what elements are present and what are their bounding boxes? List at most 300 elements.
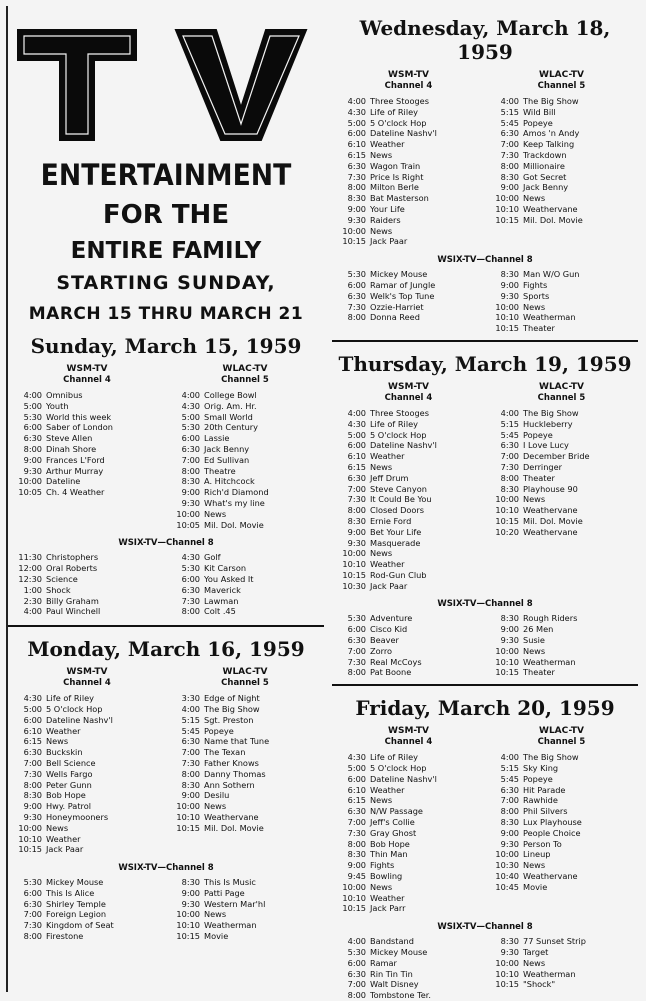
program-title: Bowling	[370, 871, 403, 882]
program-title: News	[204, 909, 227, 920]
program-time: 5:00	[23, 400, 42, 411]
program-title: Bet Your Life	[370, 526, 422, 537]
program-time: 5:00	[347, 117, 366, 128]
program-title: People Choice	[523, 827, 581, 838]
wednesday-channels	[332, 70, 638, 247]
program-time: 6:00	[347, 624, 366, 635]
program-row	[332, 269, 485, 280]
program-time: 10:10	[342, 559, 366, 570]
program-row	[8, 455, 166, 466]
program-row	[485, 849, 638, 860]
program-time: 9:00	[347, 203, 366, 214]
program-time: 5:15	[500, 763, 519, 774]
program-row	[332, 118, 485, 129]
program-row	[8, 693, 166, 704]
program-list	[485, 752, 638, 892]
program-row	[8, 476, 166, 487]
thursday-channels	[332, 382, 638, 592]
program-time: 4:00	[23, 390, 42, 400]
program-row	[332, 839, 485, 850]
tv-logo-graphic	[16, 28, 316, 148]
program-row	[332, 527, 485, 538]
program-time: 8:00	[347, 505, 366, 516]
program-row	[8, 596, 166, 607]
program-title: This Is Music	[204, 877, 256, 888]
program-row	[485, 419, 638, 430]
channel-number: Channel 4	[384, 81, 433, 91]
program-time: 9:00	[500, 279, 519, 290]
program-title: Patti Page	[204, 887, 245, 898]
program-title: News	[370, 149, 393, 160]
program-time: 5:45	[500, 429, 519, 440]
program-title: Arthur Murray	[46, 465, 104, 476]
program-row	[332, 96, 485, 107]
program-title: Danny Thomas	[204, 768, 266, 779]
program-time: 7:00	[23, 757, 42, 768]
program-time: 4:00	[23, 606, 42, 617]
station-name: WLAC-TV	[539, 381, 584, 392]
channel-number: Channel 4	[384, 737, 433, 748]
program-time: 10:00	[176, 508, 200, 519]
program-row	[485, 291, 638, 302]
program-row	[8, 585, 166, 596]
thursday-wsix-head: WSIX-TV—Channel 8	[437, 599, 533, 610]
station-name: WSM-TV	[388, 381, 429, 392]
program-title: Bob Hope	[370, 838, 410, 849]
program-time: 10:10	[495, 312, 519, 323]
program-time: 10:00	[495, 494, 519, 505]
program-title: Lineup	[523, 849, 551, 860]
program-time: 7:00	[347, 979, 366, 990]
program-row	[332, 473, 485, 484]
program-time: 8:30	[23, 790, 42, 801]
program-title: This Is Alice	[46, 887, 95, 898]
program-row	[166, 476, 324, 487]
program-row	[332, 291, 485, 302]
program-title: Mickey Mouse	[370, 947, 428, 958]
program-time: 6:30	[23, 898, 42, 909]
program-row	[332, 440, 485, 451]
program-row	[166, 888, 324, 899]
program-title: Sports	[523, 290, 550, 301]
program-title: The Big Show	[523, 407, 579, 418]
program-title: Got Secret	[523, 171, 567, 182]
program-title: Wells Fargo	[46, 768, 93, 779]
program-row	[332, 806, 485, 817]
program-row	[485, 494, 638, 505]
program-title: Father Knows	[204, 757, 259, 768]
program-title: Jack Parr	[370, 903, 406, 914]
program-title: You Asked It	[204, 573, 254, 584]
program-time: 8:30	[500, 269, 519, 280]
channel-number: Channel 5	[537, 81, 586, 91]
program-time: 7:30	[347, 301, 366, 312]
program-time: 6:30	[23, 433, 42, 444]
promo-line-dates: MARCH 15 THRU MARCH 21	[28, 304, 304, 324]
program-time: 5:45	[181, 725, 200, 736]
program-time: 9:30	[181, 497, 200, 508]
program-time: 8:00	[347, 667, 366, 678]
program-time: 5:15	[181, 714, 200, 725]
program-list	[166, 693, 324, 833]
program-time: 9:00	[347, 860, 366, 871]
program-time: 8:30	[500, 171, 519, 182]
program-list	[166, 877, 324, 942]
program-title: Lux Playhouse	[523, 817, 582, 828]
program-title: Western Mar'hl	[204, 898, 266, 909]
program-row	[8, 899, 166, 910]
program-title: Dateline Nashv'l	[46, 714, 113, 725]
program-time: 5:15	[500, 106, 519, 117]
program-title: Cisco Kid	[370, 624, 408, 635]
program-row	[166, 444, 324, 455]
program-row	[166, 596, 324, 607]
program-row	[166, 412, 324, 423]
program-title: Kit Carson	[204, 563, 247, 574]
program-time: 10:30	[342, 580, 366, 591]
program-title: Three Stooges	[370, 407, 429, 418]
program-title: Ch. 4 Weather	[46, 487, 105, 498]
program-title: News	[523, 193, 546, 204]
program-time: 9:30	[23, 465, 42, 476]
program-row	[332, 635, 485, 646]
program-time: 10:15	[495, 667, 519, 678]
program-time: 6:00	[347, 773, 366, 784]
program-row	[332, 849, 485, 860]
program-time: 6:00	[347, 279, 366, 290]
program-title: Amos 'n Andy	[523, 128, 580, 139]
program-title: News	[204, 801, 227, 812]
program-title: Rawhide	[523, 795, 558, 806]
program-row	[332, 969, 485, 980]
program-time: 10:00	[342, 881, 366, 892]
program-title: Mil. Dol. Movie	[204, 822, 264, 833]
program-time: 5:30	[23, 877, 42, 888]
program-title: Tombstone Ter.	[370, 990, 431, 1001]
program-row	[485, 979, 638, 990]
program-title: Oral Roberts	[46, 563, 98, 574]
program-time: 9:00	[181, 887, 200, 898]
program-title: News	[523, 645, 546, 656]
program-time: 6:30	[23, 747, 42, 758]
program-row	[332, 774, 485, 785]
program-time: 6:15	[347, 795, 366, 806]
program-title: Honeymooners	[46, 811, 109, 822]
program-time: 10:00	[495, 301, 519, 312]
program-title: A. Hitchcock	[204, 476, 255, 487]
program-title: Kingdom of Seat	[46, 920, 114, 931]
program-title: Orig. Am. Hr.	[204, 400, 257, 411]
program-time: 6:30	[347, 290, 366, 301]
program-time: 8:00	[23, 779, 42, 790]
program-list	[166, 390, 324, 530]
program-time: 4:30	[347, 418, 366, 429]
program-row	[166, 736, 324, 747]
program-time: 10:00	[495, 849, 519, 860]
program-time: 10:00	[342, 548, 366, 559]
left-column	[8, 8, 324, 942]
program-time: 5:15	[500, 418, 519, 429]
program-time: 6:00	[23, 422, 42, 433]
program-list	[8, 693, 166, 855]
program-row	[485, 269, 638, 280]
program-row	[166, 920, 324, 931]
program-time: 6:30	[347, 635, 366, 646]
program-title: Weather	[370, 892, 405, 903]
program-row	[8, 769, 166, 780]
program-title: College Bowl	[204, 390, 257, 400]
program-time: 6:00	[23, 887, 42, 898]
program-row	[332, 215, 485, 226]
program-time: 10:15	[495, 515, 519, 526]
program-title: N/W Passage	[370, 806, 423, 817]
thursday-wsm	[332, 382, 485, 592]
program-time: 8:00	[347, 182, 366, 193]
program-row	[8, 422, 166, 433]
thursday-wlac-head	[485, 382, 638, 404]
program-time: 9:00	[181, 487, 200, 498]
program-title: The Big Show	[204, 703, 260, 714]
program-title: Weather	[46, 833, 81, 844]
thursday-wsix	[332, 613, 638, 678]
program-row	[332, 226, 485, 237]
program-time: 3:30	[181, 693, 200, 704]
program-time: 7:00	[181, 747, 200, 758]
program-time: 8:00	[181, 768, 200, 779]
program-title: Ozzie-Harriet	[370, 301, 424, 312]
program-time: 5:00	[23, 703, 42, 714]
program-title: Jack Paar	[370, 236, 408, 247]
program-time: 6:30	[347, 472, 366, 483]
program-title: Jeff's Collie	[370, 817, 415, 828]
program-row	[332, 559, 485, 570]
program-row	[332, 182, 485, 193]
program-title: Dateline Nashv'l	[370, 440, 437, 451]
program-time: 6:00	[347, 128, 366, 139]
program-list	[332, 613, 485, 678]
thursday-wsm-head	[332, 382, 485, 404]
program-row	[332, 871, 485, 882]
program-time: 9:30	[500, 635, 519, 646]
program-title: News	[523, 957, 546, 968]
program-row	[485, 774, 638, 785]
program-title: Weatherman	[204, 920, 257, 931]
program-time: 6:30	[181, 443, 200, 454]
program-time: 11:30	[18, 552, 42, 563]
program-title: Weather	[370, 139, 405, 150]
program-row	[8, 487, 166, 498]
program-title: World this week	[46, 411, 112, 422]
program-time: 9:30	[500, 947, 519, 958]
program-time: 8:00	[23, 443, 42, 454]
program-row	[332, 990, 485, 1001]
program-title: Rough Riders	[523, 613, 578, 624]
program-row	[332, 570, 485, 581]
program-time: 8:00	[347, 312, 366, 323]
program-title: Life of Riley	[370, 752, 418, 763]
program-time: 8:00	[500, 472, 519, 483]
program-row	[166, 726, 324, 737]
program-time: 8:30	[500, 936, 519, 947]
program-row	[485, 484, 638, 495]
program-time: 10:10	[18, 833, 42, 844]
program-time: 9:00	[347, 526, 366, 537]
program-row	[332, 817, 485, 828]
program-time: 10:10	[176, 920, 200, 931]
program-time: 8:00	[347, 990, 366, 1001]
wednesday-wsm-head	[332, 70, 485, 92]
program-time: 8:00	[181, 606, 200, 617]
program-time: 7:00	[181, 454, 200, 465]
program-title: Your Life	[370, 203, 405, 214]
program-time: 9:00	[500, 182, 519, 193]
program-time: 10:00	[18, 476, 42, 487]
divider	[8, 625, 324, 627]
program-row	[485, 161, 638, 172]
program-title: Peter Gunn	[46, 779, 92, 790]
program-row	[485, 302, 638, 313]
program-title: Target	[523, 947, 549, 958]
program-row	[8, 834, 166, 845]
program-time: 8:00	[181, 465, 200, 476]
program-row	[485, 193, 638, 204]
program-time: 5:30	[347, 269, 366, 280]
program-row	[332, 462, 485, 473]
program-row	[8, 736, 166, 747]
program-row	[8, 909, 166, 920]
station-name: WLAC-TV	[539, 70, 584, 80]
friday-wsix	[332, 936, 638, 1001]
program-title: Rich'd Diamond	[204, 487, 269, 498]
program-row	[8, 726, 166, 737]
program-title: Milton Berle	[370, 182, 419, 193]
program-title: Weatherman	[523, 312, 576, 323]
promo-line-entertainment: ENTERTAINMENT	[40, 158, 292, 192]
program-time: 8:30	[500, 817, 519, 828]
program-title: Rod-Gun Club	[370, 569, 427, 580]
program-time: 8:00	[347, 838, 366, 849]
program-title: The Big Show	[523, 96, 579, 106]
program-title: Theater	[523, 667, 555, 678]
program-row	[166, 758, 324, 769]
program-list	[332, 752, 485, 914]
wednesday-title: Wednesday, March 18, 1959	[359, 16, 611, 64]
program-time: 7:30	[23, 920, 42, 931]
program-time: 7:30	[181, 595, 200, 606]
program-title: Mickey Mouse	[46, 877, 104, 888]
program-title: News	[204, 508, 227, 519]
channel-number: Channel 5	[537, 392, 586, 403]
program-row	[166, 487, 324, 498]
program-time: 6:15	[347, 461, 366, 472]
monday-channels	[8, 667, 324, 855]
program-row	[332, 646, 485, 657]
program-title: News	[370, 225, 393, 236]
program-time: 10:15	[495, 979, 519, 990]
program-time: 7:00	[347, 645, 366, 656]
program-row	[485, 763, 638, 774]
program-row	[166, 455, 324, 466]
program-title: December Bride	[523, 451, 590, 462]
program-time: 4:00	[181, 703, 200, 714]
program-list	[485, 269, 638, 334]
program-row	[485, 408, 638, 419]
program-time: 9:30	[347, 214, 366, 225]
program-time: 6:30	[500, 784, 519, 795]
program-title: Paul Winchell	[46, 606, 101, 617]
program-time: 5:30	[23, 411, 42, 422]
program-title: Omnibus	[46, 390, 83, 400]
program-title: Bob Hope	[46, 790, 86, 801]
program-row	[332, 204, 485, 215]
program-time: 6:00	[181, 573, 200, 584]
program-row	[166, 769, 324, 780]
program-title: Mickey Mouse	[370, 269, 428, 280]
program-title: News	[370, 548, 393, 559]
program-title: Theatre	[204, 465, 236, 476]
program-title: Ramar	[370, 957, 397, 968]
program-title: Popeye	[523, 117, 553, 128]
program-row	[332, 451, 485, 462]
program-row	[8, 780, 166, 791]
program-row	[485, 936, 638, 947]
program-title: Jack Benny	[523, 182, 569, 193]
program-title: Popeye	[204, 725, 234, 736]
program-time: 6:30	[347, 160, 366, 171]
program-title: News	[370, 881, 393, 892]
friday-wsm-head	[332, 726, 485, 748]
program-row	[166, 801, 324, 812]
program-row	[485, 430, 638, 441]
program-title: Youth	[46, 400, 69, 411]
program-row	[166, 931, 324, 942]
station-name: WSM-TV	[66, 364, 108, 374]
program-title: Person To	[523, 838, 562, 849]
program-time: 9:30	[181, 898, 200, 909]
program-time: 5:45	[500, 773, 519, 784]
program-row	[8, 801, 166, 812]
program-title: Sgt. Preston	[204, 714, 254, 725]
program-time: 6:10	[347, 451, 366, 462]
program-title: 26 Men	[523, 624, 554, 635]
sunday-wsm	[8, 364, 166, 530]
program-time: 9:30	[347, 537, 366, 548]
program-title: Ed Sullivan	[204, 454, 250, 465]
program-time: 6:30	[181, 736, 200, 747]
program-title: Steve Allen	[46, 433, 93, 444]
program-time: 6:00	[181, 433, 200, 444]
program-title: 20th Century	[204, 422, 258, 433]
program-title: Dateline Nashv'l	[370, 773, 437, 784]
program-row	[8, 574, 166, 585]
program-title: Playhouse 90	[523, 483, 578, 494]
program-time: 10:00	[176, 909, 200, 920]
program-time: 10:15	[495, 214, 519, 225]
program-title: Phil Silvers	[523, 806, 568, 817]
sunday-wsm-head	[8, 364, 166, 386]
program-title: News	[370, 461, 393, 472]
program-time: 7:00	[500, 139, 519, 150]
program-row	[166, 401, 324, 412]
program-row	[485, 312, 638, 323]
program-title: Ramar of Jungle	[370, 279, 436, 290]
sunday-wlac-head	[166, 364, 324, 386]
program-time: 7:30	[23, 768, 42, 779]
program-title: Bandstand	[370, 936, 414, 947]
program-time: 6:30	[347, 968, 366, 979]
program-time: 4:00	[500, 407, 519, 418]
program-title: Jeff Drum	[370, 472, 409, 483]
